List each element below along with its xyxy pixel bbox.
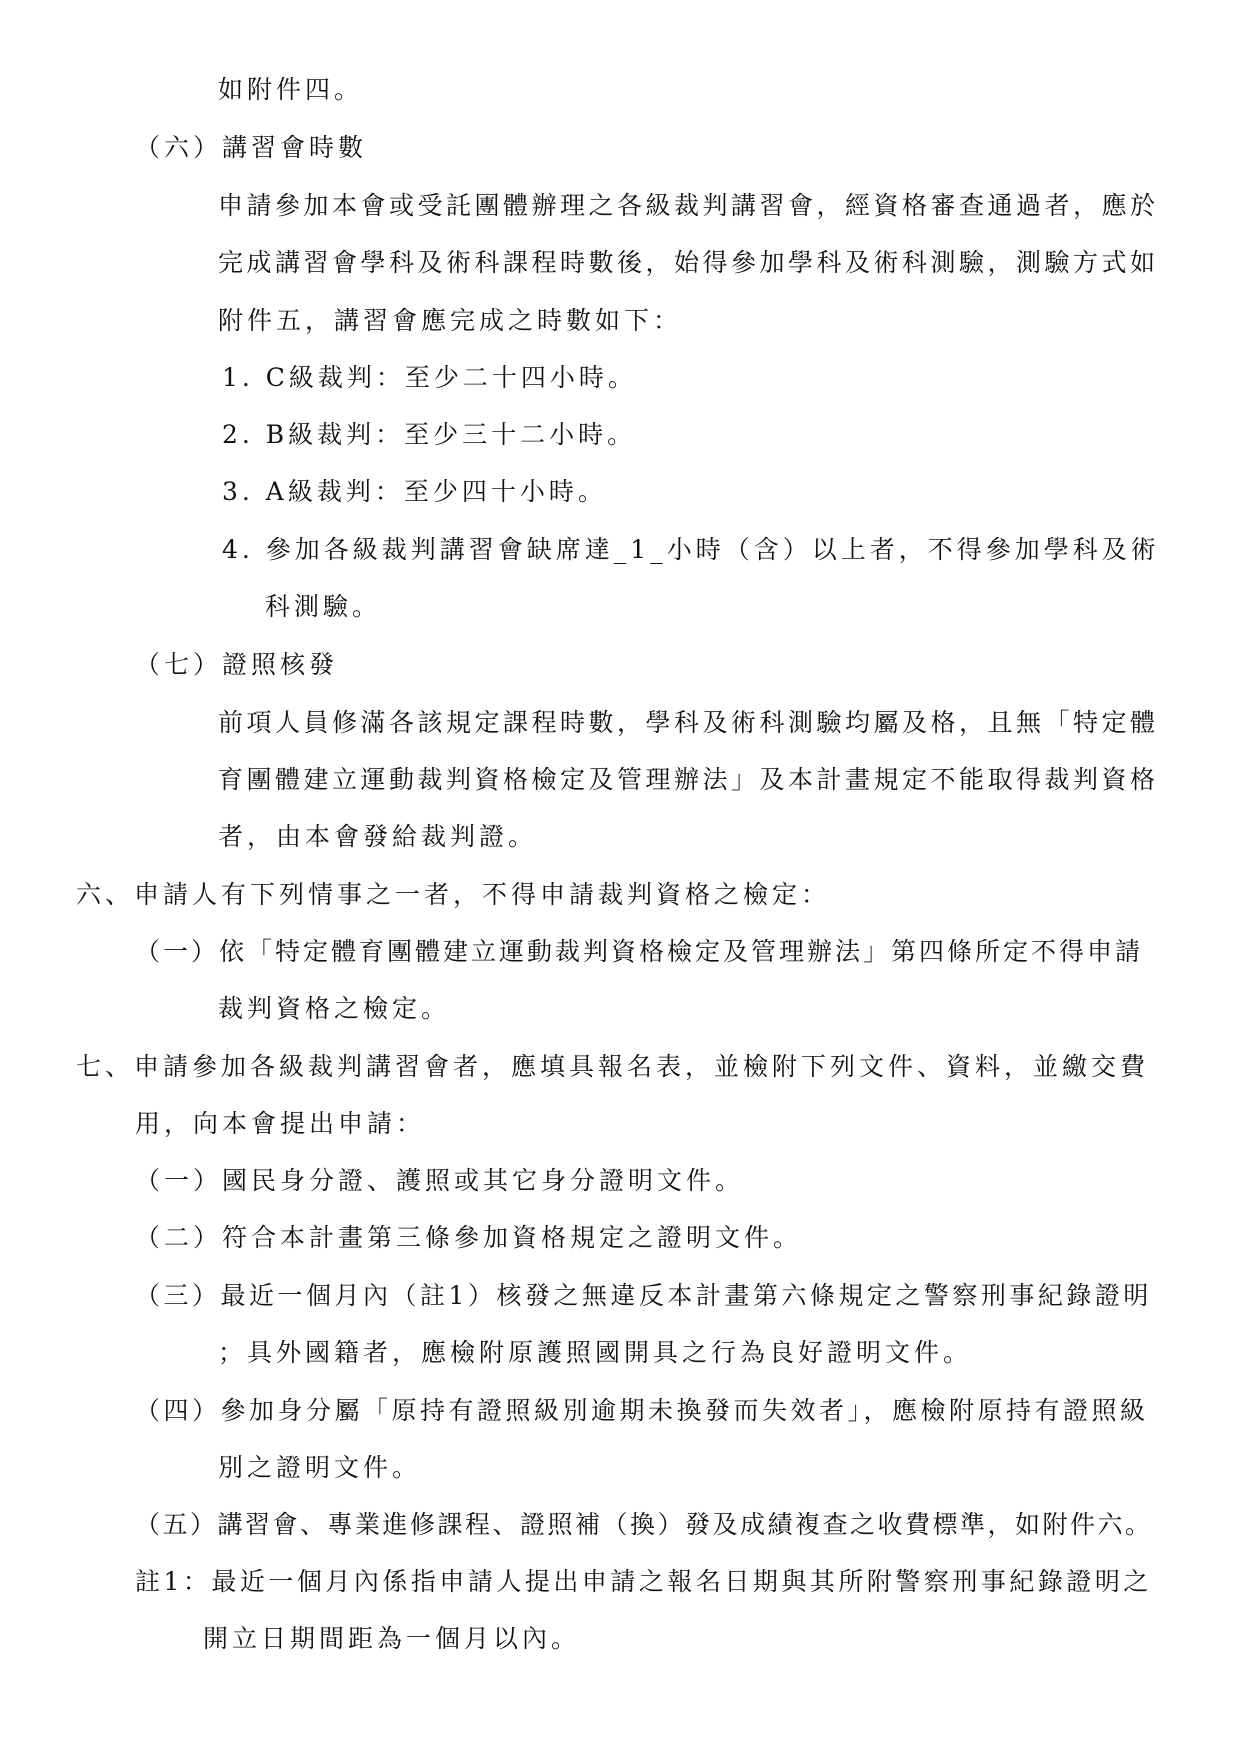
section-heading: （六）講習會時數 xyxy=(135,133,368,162)
list-item: （二）符合本計畫第三條參加資格規定之證明文件。 xyxy=(135,1223,803,1252)
list-item: （三）最近一個月內（註1）核發之無違反本計畫第六條規定之警察刑事紀錄證明 xyxy=(135,1281,1152,1310)
text-line: 科測驗。 xyxy=(265,592,382,621)
article-heading: 七、申請參加各級裁判講習會者，應填具報名表，並檢附下列文件、資料，並繳交費 xyxy=(76,1052,1150,1081)
footnote: 註1：最近一個月內係指申請人提出申請之報名日期與其所附警察刑事紀錄證明之 xyxy=(135,1567,1152,1596)
text-line: 完成講習會學科及術科課程時數後，始得參加學科及術科測驗，測驗方式如 xyxy=(218,248,1159,277)
text-line: 裁判資格之檢定。 xyxy=(218,994,451,1023)
text-line: 者，由本會發給裁判證。 xyxy=(218,822,538,851)
article-heading: 六、申請人有下列情事之一者，不得申請裁判資格之檢定： xyxy=(76,880,831,909)
list-item: 1. C級裁判：至少二十四小時。 xyxy=(222,363,637,392)
list-item: 4. 參加各級裁判講習會缺席達_1_小時（含）以上者，不得參加學科及術 xyxy=(222,535,1160,564)
text-line: ；具外國籍者，應檢附原護照國開具之行為良好證明文件。 xyxy=(218,1338,973,1367)
text-line: 前項人員修滿各該規定課程時數，學科及術科測驗均屬及格，且無「特定體 xyxy=(218,708,1159,737)
text-line: 附件五，講習會應完成之時數如下： xyxy=(218,306,683,335)
section-heading: （七）證照核發 xyxy=(135,650,339,679)
text-line: 用，向本會提出申請： xyxy=(135,1109,426,1138)
list-item: （一）依「特定體育團體建立運動裁判資格檢定及管理辦法」第四條所定不得申請 xyxy=(135,937,1144,966)
text-line: 如附件四。 xyxy=(218,75,364,104)
list-item: 2. B級裁判：至少三十二小時。 xyxy=(222,420,637,449)
text-line: 育團體建立運動裁判資格檢定及管理辦法」及本計畫規定不能取得裁判資格 xyxy=(218,765,1159,794)
text-line: 申請參加本會或受託團體辦理之各級裁判講習會，經資格審查通過者，應於 xyxy=(218,191,1159,220)
text-line: 開立日期間距為一個月以內。 xyxy=(203,1624,581,1653)
list-item: （四）參加身分屬「原持有證照級別逾期未換發而失效者」，應檢附原持有證照級 xyxy=(135,1396,1149,1425)
list-item: （五）講習會、專業進修課程、證照補（換）發及成績複查之收費標準，如附件六。 xyxy=(135,1510,1153,1539)
list-item: （一）國民身分證、護照或其它身分證明文件。 xyxy=(135,1166,745,1195)
list-item: 3. A級裁判：至少四十小時。 xyxy=(222,477,607,506)
text-line: 別之證明文件。 xyxy=(218,1453,422,1482)
